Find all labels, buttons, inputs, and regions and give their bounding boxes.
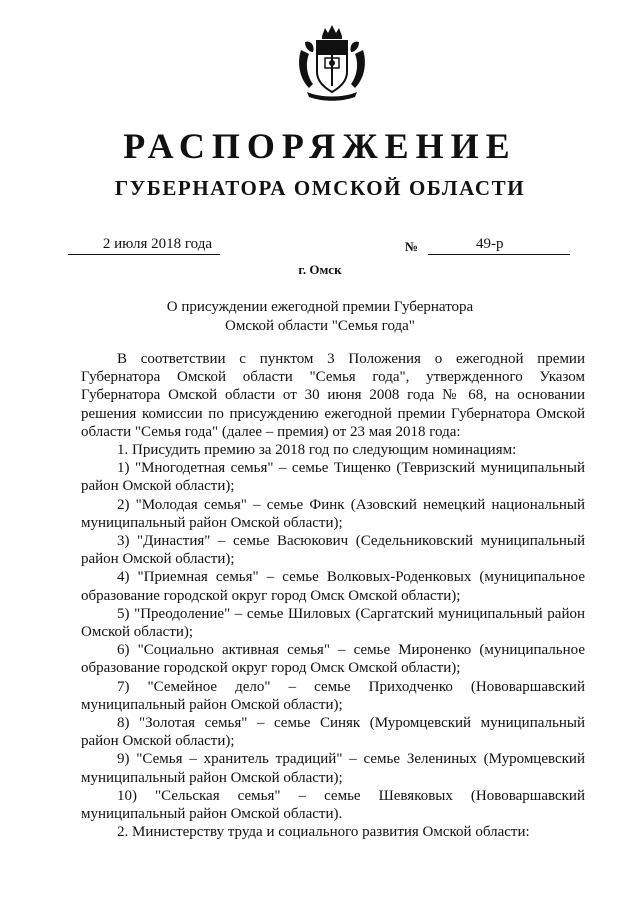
item-2-paragraph: 2. Министерству труда и социального развития Омской области: [117, 824, 530, 841]
document-title: РАСПОРЯЖЕНИЕ [123, 126, 517, 166]
document-heading [150, 298, 490, 336]
item-1-paragraph: 1. Присудить премию за 2018 год по следующим номинациям: [117, 442, 517, 459]
nomination-item: 4) "Приемная семья" – семье Волковых-Роденковых (муниципальное образование городской округ город Омск Омской области); [81, 569, 585, 604]
heading-line-1: О присуждении ежегодной премии Губернатора [166, 299, 474, 315]
document-number: 49-р [428, 235, 570, 255]
intro-paragraph: В соответствии с пунктом 3 Положения о ежегодной премии Губернатора Омской области "Семья года", утвержденного Указом Губернатора Омской области от 30 июня 2008 года № 68, на основании решения комиссии по присуждению ежегодной премии Губернатора Омской области "Семья года" (далее – премия) от 23 мая 2018 года: [81, 351, 585, 440]
number-label: № [405, 239, 419, 254]
nomination-item: 2) "Молодая семья" – семье Финк (Азовский немецкий национальный муниципальный район Омской области); [81, 496, 585, 531]
omsk-coat-of-arms-icon [295, 22, 369, 102]
document-city: г. Омск [298, 262, 342, 277]
nomination-item: 7) "Семейное дело" – семье Приходченко (Нововаршавский муниципальный район Омской области); [81, 678, 585, 713]
document-body [81, 350, 585, 841]
document-subtitle: ГУБЕРНАТОРА ОМСКОЙ ОБЛАСТИ [114, 176, 526, 200]
nomination-item: 9) "Семья – хранитель традиций" – семье Зелениных (Муромцевский муниципальный район Омской области); [81, 751, 585, 786]
nomination-item: 3) "Династия" – семье Васюкович (Седельниковский муниципальный район Омской области); [81, 533, 585, 568]
nomination-item: 8) "Золотая семья" – семье Синяк (Муромцевский муниципальный район Омской области); [81, 715, 585, 750]
nomination-item: 6) "Социально активная семья" – семье Мироненко (муниципальное образование городской округ город Омск Омской области); [81, 642, 585, 677]
document-date: 2 июля 2018 года [68, 235, 220, 255]
nomination-item: 1) "Многодетная семья" – семье Тищенко (Тевризский муниципальный район Омской области); [81, 460, 585, 495]
nomination-item: 5) "Преодоление" – семье Шиловых (Саргатский муниципальный район Омской области); [81, 605, 585, 641]
heading-line-2: Омской области "Семья года" [225, 318, 415, 334]
nomination-item: 10) "Сельская семья" – семье Шевяковых (Нововаршавский муниципальный район Омской области). [81, 787, 585, 823]
